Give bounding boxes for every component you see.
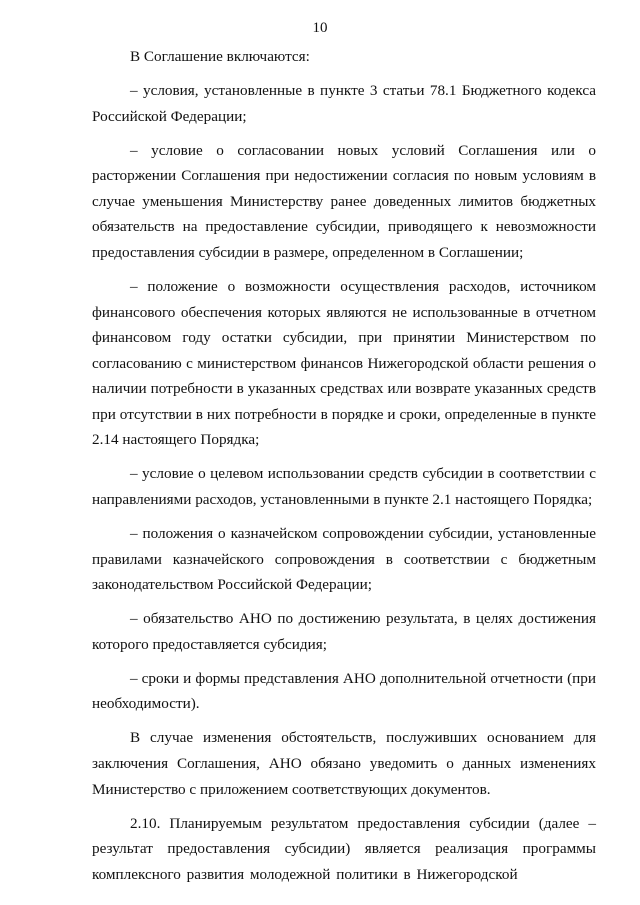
- paragraph-section-2-10: 2.10. Планируемым результатом предоставления субсидии (далее – результат предоставления субсидии) является реализация программы комплексного развития молодежной политики в Нижегородской: [92, 814, 596, 883]
- paragraph-list-item-5: – положения о казначейском сопровождении субсидии, установленные правилами казначейского сопровождения в соответствии с бюджетным законодательством Российской Федерации;: [92, 525, 596, 594]
- paragraph-list-item-3: – положение о возможности осуществления расходов, источником финансового обеспечения которых являются не использованные в отчетном финансовом году остатки субсидии, при принятии Министерством по согласованию с министерством финансов Нижегородской области решения о наличии потребности в указанных средствах или возврате указанных средств при отсутствии в них потребности в порядке и сроки, определенные в пункте 2.14 настоящего Порядка;: [92, 277, 596, 449]
- paragraph-list-item-4: – условие о целевом использовании средств субсидии в соответствии с направлениями расходов, установленными в пункте 2.1 настоящего Порядка;: [92, 465, 596, 509]
- paragraph-list-item-2: – условие о согласовании новых условий Соглашения или о расторжении Соглашения при недостижении согласия по новым условиям в случае уменьшения Министерству ранее доведенных лимитов бюджетных обязательств на предоставление субсидии, приводящего к невозможности предоставления субсидии в размере, определенном в Соглашении;: [92, 141, 596, 261]
- page-number: 10: [312, 20, 328, 36]
- paragraph-change-circumstances: В случае изменения обстоятельств, послуживших основанием для заключения Соглашения, АНО обязано уведомить о данных изменениях Министерство с приложением соответствующих документов.: [92, 729, 596, 798]
- paragraph-list-item-6: – обязательство АНО по достижению результата, в целях достижения которого предоставляется субсидия;: [92, 610, 596, 653]
- paragraph-list-item-7: – сроки и формы представления АНО дополнительной отчетности (при необходимости).: [92, 669, 596, 713]
- paragraph-intro: В Соглашение включаются:: [130, 48, 310, 65]
- paragraph-list-item-1: – условия, установленные в пункте 3 статьи 78.1 Бюджетного кодекса Российской Федерации;: [92, 81, 596, 125]
- document-body: [92, 44, 596, 896]
